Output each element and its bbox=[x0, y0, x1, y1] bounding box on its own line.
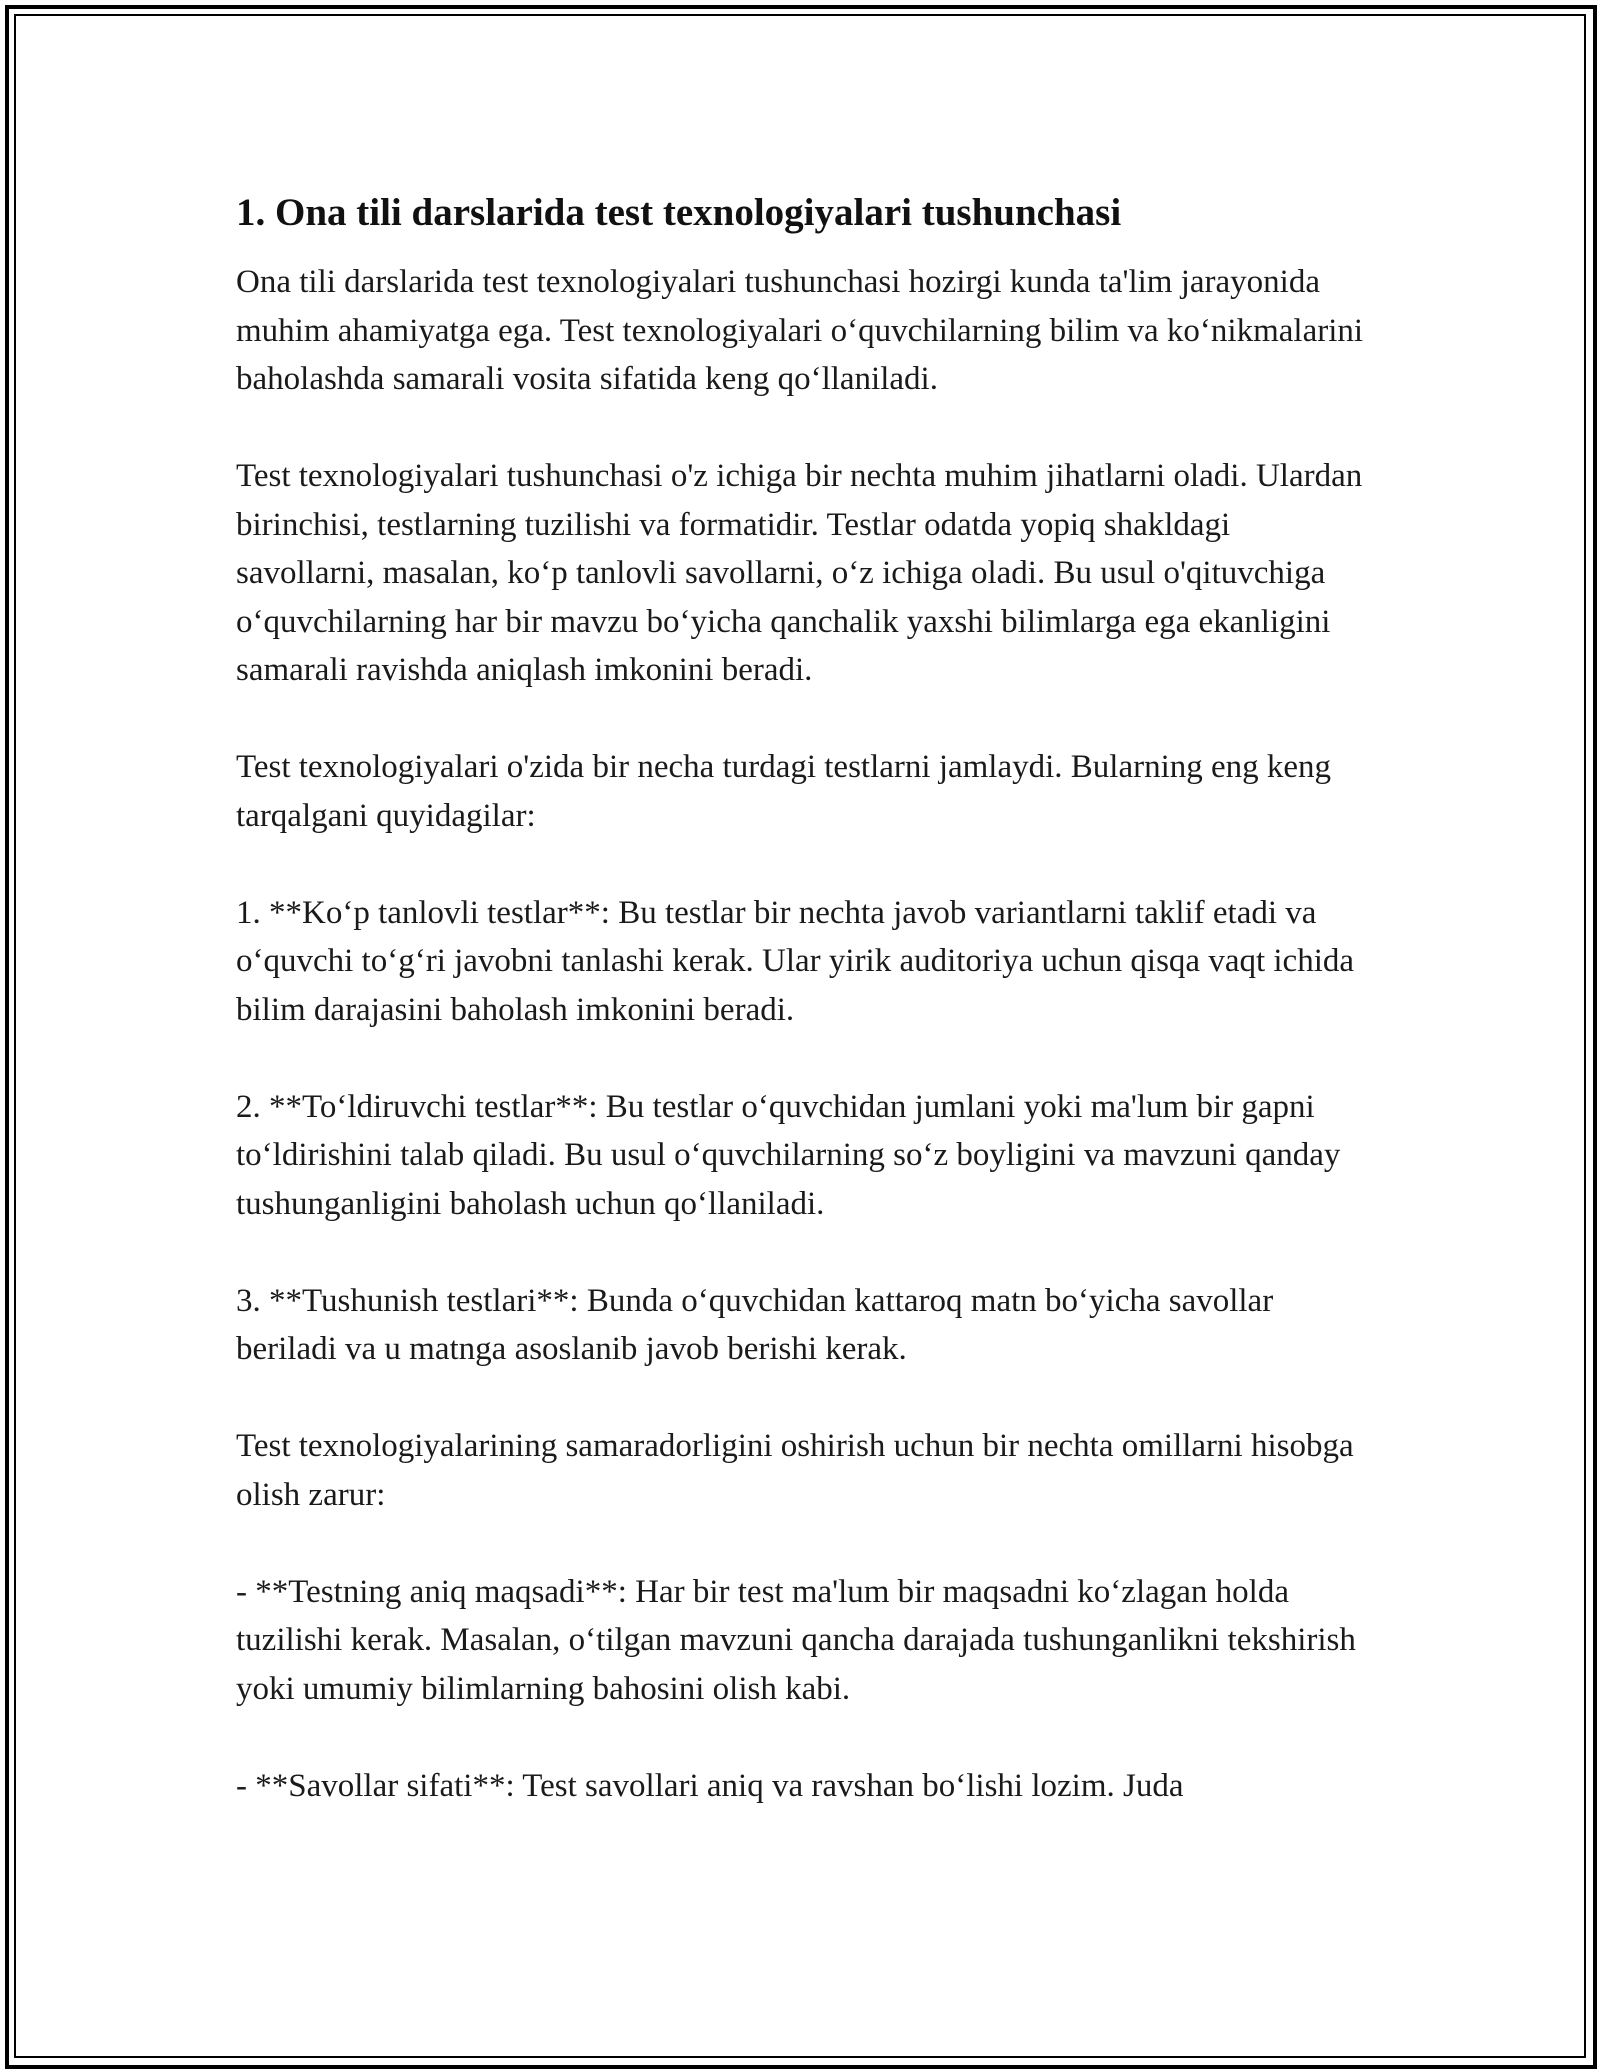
paragraph-effectiveness-intro: Test texnologiyalarining samaradorligini oshirish uchun bir nechta omillarni hisobga olish zarur: bbox=[236, 1428, 1354, 1513]
paragraph-intro: Ona tili darslarida test texnologiyalari tushunchasi hozirgi kunda ta'lim jarayonida muhim ahamiyatga ega. Test texnologiyalari o‘quvchilarning bilim va ko‘nikmalarini baholashda samarali vosita sifatida keng qo‘llaniladi. bbox=[236, 264, 1364, 397]
bullet-test-goal: - **Testning aniq maqsadi**: Har bir test ma'lum bir maqsadni ko‘zlagan holda tuzilishi kerak. Masalan, o‘tilgan mavzuni qancha darajada tushunganlikni tekshirish yoki umumiy bilimlarning bahosini olish kabi. bbox=[236, 1573, 1356, 1707]
paragraph-test-types-intro: Test texnologiyalari o'zida bir necha turdagi testlarni jamlaydi. Bularning eng keng tarqalgani quyidagilar: bbox=[236, 749, 1332, 834]
list-item-fill-in: 2. **To‘ldiruvchi testlar**: Bu testlar o‘quvchidan jumlani yoki ma'lum bir gapni to‘ldirishini talab qiladi. Bu usul o‘quvchilarning so‘z boyligini va mavzuni qanday tushunganligini baholash uchun qo‘llaniladi. bbox=[236, 1088, 1341, 1222]
bullet-question-quality: - **Savollar sifati**: Test savollari aniq va ravshan bo‘lishi lozim. Juda bbox=[236, 1767, 1184, 1804]
list-item-multiple-choice: 1. **Ko‘p tanlovli testlar**: Bu testlar bir nechta javob variantlarni taklif etadi va o‘quvchi to‘g‘ri javobni tanlashi kerak. Ular yirik auditoriya uchun qisqa vaqt ichida bilim darajasini baholash imkonini beradi. bbox=[236, 894, 1355, 1028]
paragraph-concept: Test texnologiyalari tushunchasi o'z ichiga bir nechta muhim jihatlarni oladi. Ulardan birinchisi, testlarning tuzilishi va formatidir. Testlar odatda yopiq shakldagi savollarni, masalan, ko‘p tanlovli savollarni, o‘z ichiga oladi. Bu usul o'qituvchiga o‘quvchilarning har bir mavzu bo‘yicha qanchalik yaxshi bilimlarga ega ekanligini samarali ravishda aniqlash imkonini beradi. bbox=[236, 458, 1363, 688]
document-title: 1. Ona tili darslarida test texnologiyalari tushunchasi bbox=[236, 191, 1122, 234]
document-body bbox=[236, 188, 1376, 1810]
list-item-comprehension: 3. **Tushunish testlari**: Bunda o‘quvchidan kattaroq matn bo‘yicha savollar beriladi va u matnga asoslanib javob berishi kerak. bbox=[236, 1282, 1274, 1367]
